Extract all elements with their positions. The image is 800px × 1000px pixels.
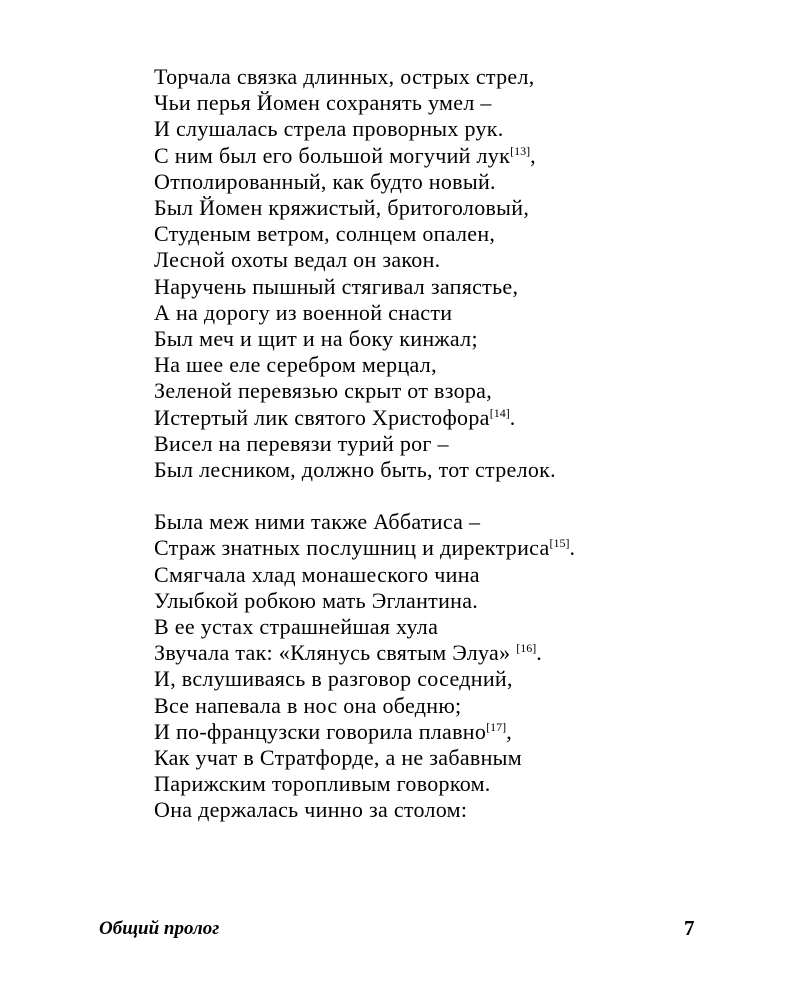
verse-line-text: Зеленой перевязью скрыт от взора, [154,378,493,404]
verse-line-text: Был лесником, должно быть, тот стрелок. [154,457,556,483]
verse-line-text: И, вслушиваясь в разговор соседний, [154,666,513,692]
verse-line-text: Она держалась чинно за столом: [154,797,468,823]
verse-line [154,640,754,666]
verse-line-text: Парижским торопливым говорком. [154,771,491,797]
verse-line-text: Была меж ними также Аббатиса – [154,509,481,535]
verse-line [154,326,754,352]
verse-line [154,588,754,614]
verse-line-text: На шее еле серебром мерцал, [154,352,437,378]
verse-line-text: Улыбкой робкою мать Эглантина. [154,587,479,613]
verse-line-text: А на дорогу из военной снасти [154,299,453,325]
footnote-reference[interactable]: [16] [516,641,537,656]
running-footer-title: Общий пролог [99,918,220,939]
verse-line-text: Лесной охоты ведал он закон. [154,247,441,273]
verse-line [154,378,754,404]
verse-line [154,562,754,588]
verse-line [154,797,754,823]
verse-line [154,143,754,169]
verse-line [154,247,754,273]
verse-line-text: Был Йомен кряжистый, бритоголовый, [154,195,530,221]
stanza [154,509,754,823]
verse-line-text: Был меч и щит и на боку кинжал; [154,326,478,352]
verse-line [154,274,754,300]
verse-line-text: Студеным ветром, солнцем опален, [154,221,496,247]
verse-line [154,221,754,247]
verse-line [154,90,754,116]
verse-line [154,509,754,535]
verse-line [154,771,754,797]
verse-line-text: Наручень пышный стягивал запястье, [154,273,519,299]
stanza [154,64,754,483]
verse-line [154,745,754,771]
verse-line-text: Звучала так: «Клянусь святым Элуа» [154,640,517,666]
verse-line-text: Смягчала хлад монашеского чина [154,561,480,587]
verse-line-text: Торчала связка длинных, острых стрел, [154,64,535,89]
trailing-punctuation: , [506,718,512,744]
verse-line [154,535,754,561]
footnote-reference[interactable]: [15] [549,536,570,551]
footnote-reference[interactable]: [14] [489,405,510,420]
verse-line-text: В ее устах страшнейшая хула [154,614,439,640]
trailing-punctuation: . [536,640,543,666]
verse-line [154,431,754,457]
verse-line-text: Отполированный, как будто новый. [154,168,496,194]
verse-line-text: Все напевала в нос она обедню; [154,692,462,718]
verse-line-text: Истертый лик святого Христофора [154,404,490,430]
verse-line [154,614,754,640]
verse-line [154,693,754,719]
verse-line [154,116,754,142]
verse-line [154,195,754,221]
verse-line [154,300,754,326]
verse-line [154,352,754,378]
verse-line [154,64,754,90]
trailing-punctuation: . [569,535,576,561]
verse-line-text: И по-французски говорила плавно [154,718,487,744]
verse-line [154,457,754,483]
verse-line [154,405,754,431]
verse-line-text: Как учат в Стратфорде, а не забавным [154,745,522,771]
footnote-reference[interactable]: [13] [510,143,531,158]
verse-line [154,719,754,745]
verse-line-text: Страж знатных послушниц и директриса [154,535,550,561]
verse-line [154,169,754,195]
verse-line-text: И слушалась стрела проворных рук. [154,116,504,142]
footnote-reference[interactable]: [17] [486,719,507,734]
verse-line-text: С ним был его большой могучий лук [154,142,511,168]
trailing-punctuation: . [509,404,516,430]
verse-line [154,666,754,692]
trailing-punctuation: , [530,142,536,168]
verse-line-text: Висел на перевязи турий рог – [154,430,449,456]
verse-line-text: Чьи перья Йомен сохранять умел – [154,90,492,116]
page-number: 7 [684,916,695,940]
poem-text [154,64,754,824]
